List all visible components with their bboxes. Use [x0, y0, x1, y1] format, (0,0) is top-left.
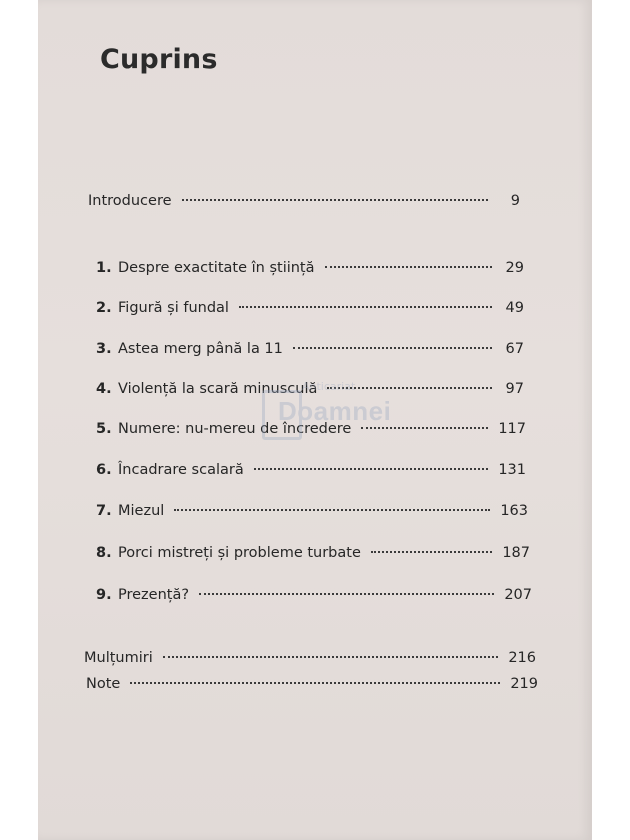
chapter-number: 7.: [96, 503, 112, 519]
toc-label: Despre exactitate în știință: [118, 260, 315, 276]
leader-dots: [130, 682, 500, 684]
toc-label: Numere: nu-mereu de încredere: [118, 421, 352, 437]
toc-entry-chapter-9: [96, 587, 532, 603]
toc-label: Astea merg până la 11: [118, 341, 283, 357]
toc-label: Mulțumiri: [84, 650, 153, 666]
leader-dots: [254, 468, 489, 470]
chapter-number: 6.: [96, 462, 112, 478]
chapter-number: 8.: [96, 545, 112, 561]
page-title: Cuprins: [100, 44, 218, 75]
toc-page-number: 207: [504, 587, 532, 603]
leader-dots: [325, 266, 492, 268]
toc-entry-chapter-2: [96, 300, 524, 316]
toc-label: Prezență?: [118, 587, 190, 603]
toc-label: Introducere: [88, 193, 172, 209]
watermark-top-text: Anticariat: [302, 380, 356, 393]
toc-page-number: 49: [505, 300, 524, 316]
toc-label: Porci mistreți și probleme turbate: [118, 545, 361, 561]
toc-page-number: 163: [500, 503, 528, 519]
watermark-logo: [262, 378, 402, 448]
leader-dots: [239, 306, 492, 308]
toc-entry-chapter-7: [96, 503, 528, 519]
toc-page-number: 97: [505, 381, 524, 397]
leader-dots: [199, 593, 494, 595]
leader-dots: [293, 347, 492, 349]
toc-page-number: 219: [510, 676, 538, 692]
toc-entry-notes: [86, 676, 538, 692]
toc-page-number: 117: [498, 421, 526, 437]
chapter-number: 5.: [96, 421, 112, 437]
toc-entry-chapter-1: [96, 260, 524, 276]
toc-page-number: 187: [502, 545, 530, 561]
watermark-text: Doamnei: [278, 396, 392, 426]
leader-dots: [174, 509, 490, 511]
toc-page-number: 9: [510, 193, 520, 209]
leader-dots: [182, 199, 488, 201]
leader-dots: [163, 656, 499, 658]
toc-label: Note: [86, 676, 121, 692]
chapter-number: 1.: [96, 260, 112, 276]
toc-label: Miezul: [118, 503, 165, 519]
chapter-number: 4.: [96, 381, 112, 397]
toc-page-number: 67: [505, 341, 524, 357]
toc-label: Figură și fundal: [118, 300, 229, 316]
toc-page-number: 29: [505, 260, 524, 276]
toc-entry-chapter-8: [96, 545, 530, 561]
toc-entry-chapter-3: [96, 341, 524, 357]
toc-entry-chapter-6: [96, 462, 526, 478]
leader-dots: [371, 551, 492, 553]
toc-page-number: 131: [498, 462, 526, 478]
chapter-number: 2.: [96, 300, 112, 316]
toc-label: Încadrare scalară: [118, 462, 244, 478]
toc-page-number: 216: [508, 650, 536, 666]
toc-label: Violență la scară minusculă: [118, 381, 318, 397]
toc-entry-acknowledgements: [84, 650, 536, 666]
chapter-number: 3.: [96, 341, 112, 357]
chapter-number: 9.: [96, 587, 112, 603]
toc-entry-intro: [88, 193, 520, 209]
